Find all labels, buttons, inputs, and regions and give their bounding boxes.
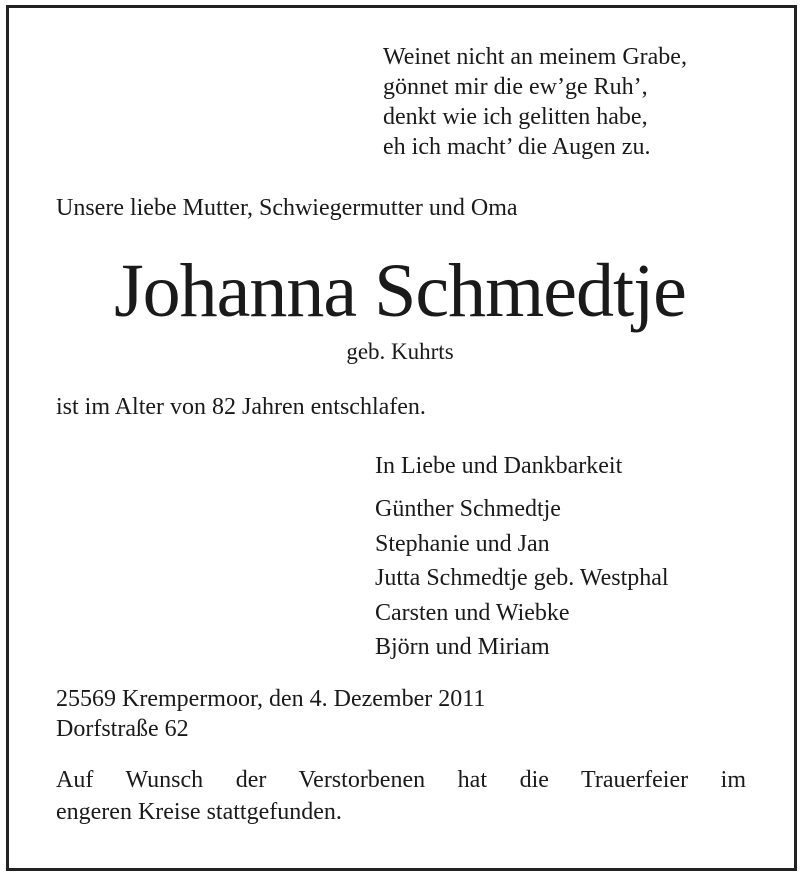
deceased-name: Johanna Schmedtje — [114, 249, 686, 333]
address-block — [56, 684, 485, 744]
funeral-note-line: Auf Wunsch der Verstorbenen hat die Trauerfeier im — [56, 767, 746, 793]
poem-line: denkt wie ich gelitten habe, — [383, 104, 648, 130]
mourners-list — [375, 492, 669, 665]
poem-line: gönnet mir die ew’ge Ruh’, — [383, 74, 648, 100]
mourner-entry: Björn und Miriam — [375, 634, 550, 660]
intro-text: Unsere liebe Mutter, Schwiegermutter und Oma — [56, 195, 518, 221]
poem-line: eh ich macht’ die Augen zu. — [383, 134, 651, 160]
age-statement: ist im Alter von 82 Jahren entschlafen. — [56, 394, 426, 420]
mourner-entry: Stephanie und Jan — [375, 530, 550, 557]
poem-line: Weinet nicht an meinem Grabe, — [383, 44, 687, 70]
funeral-note-line: engeren Kreise stattgefunden. — [56, 799, 342, 825]
closing-phrase: In Liebe und Dankbarkeit — [375, 453, 623, 479]
mourner-entry: Günther Schmedtje — [375, 496, 561, 522]
poem-verse — [383, 42, 687, 162]
funeral-note — [56, 764, 746, 828]
mourner-entry: Jutta Schmedtje geb. Westphal — [375, 565, 669, 591]
mourner-entry: Carsten und Wiebke — [375, 599, 570, 626]
birth-name: geb. Kuhrts — [346, 339, 454, 364]
place-date: 25569 Krempermoor, den 4. Dezember 2011 — [56, 686, 486, 712]
street-address: Dorfstraße 62 — [56, 716, 189, 742]
